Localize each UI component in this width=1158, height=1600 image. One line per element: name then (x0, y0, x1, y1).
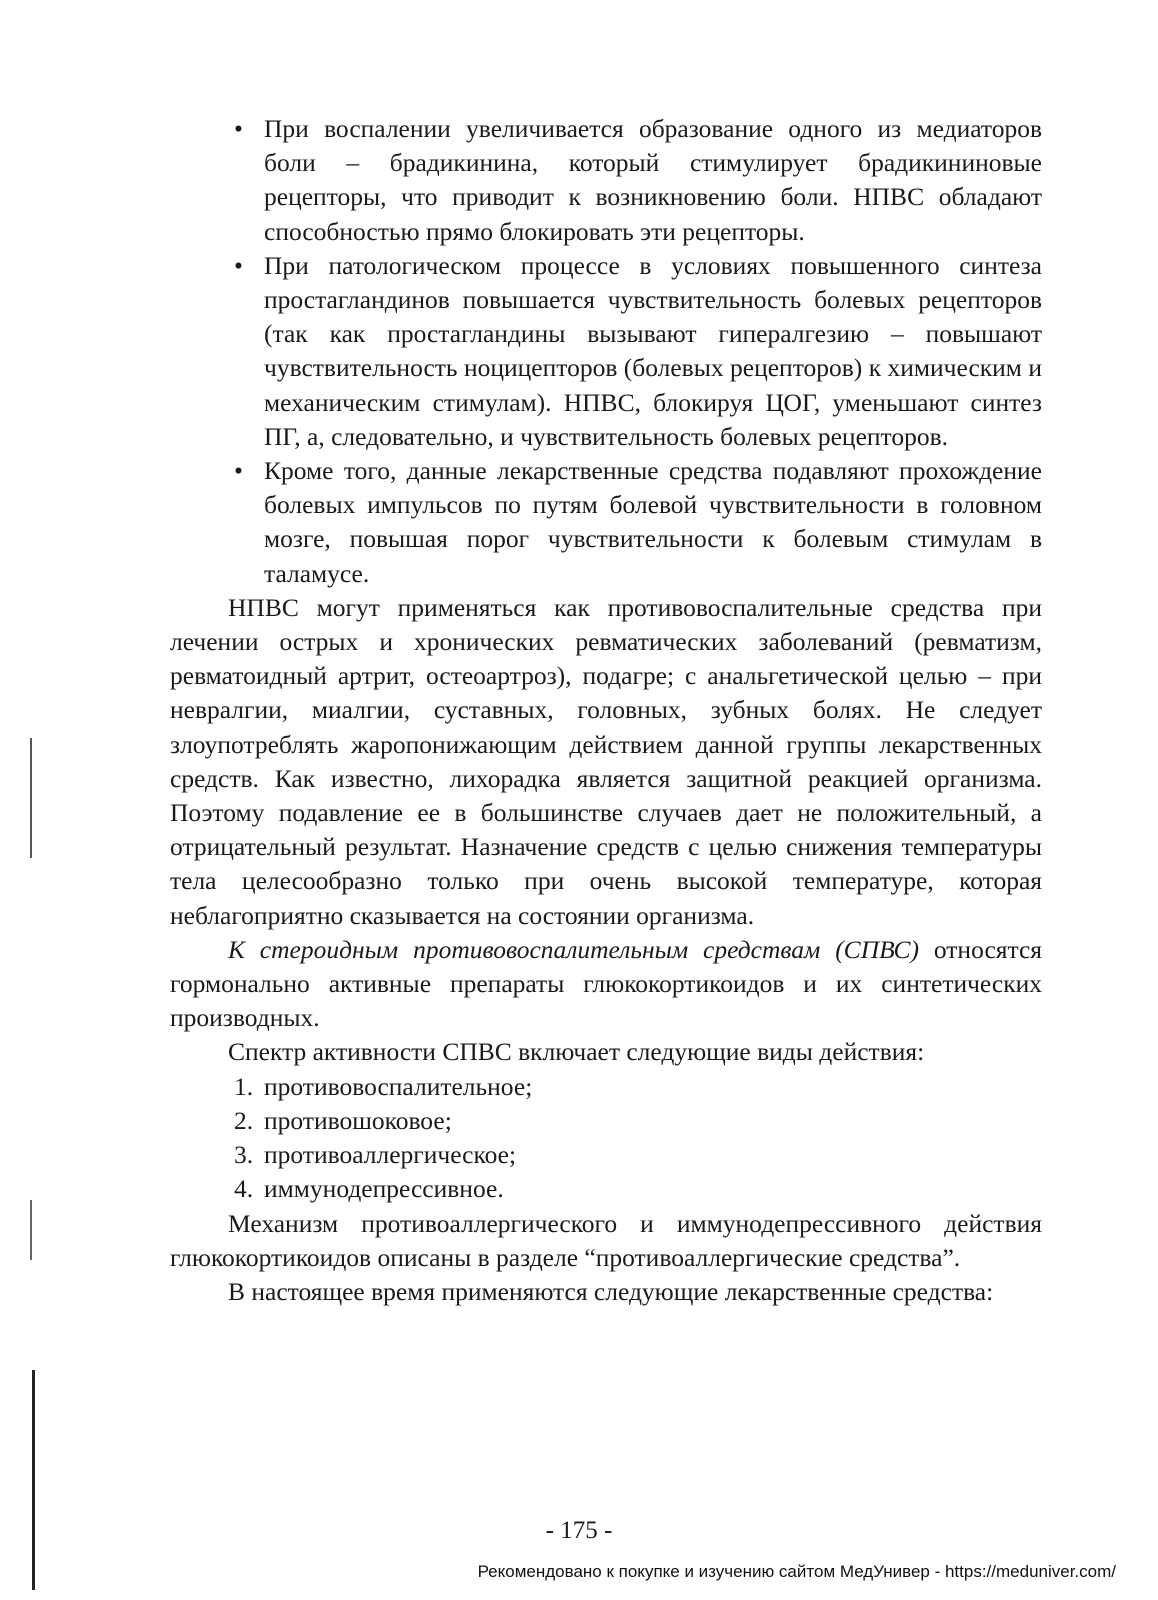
list-number: 3. (234, 1140, 254, 1170)
footer-note: Рекомендовано к покупке и изучению сайтом МедУнивер - https://meduniver.com/ (477, 1562, 1116, 1581)
list-text: противошоковое; (264, 1105, 452, 1135)
list-text: иммунодепрессивное. (264, 1174, 504, 1204)
list-number: 1. (234, 1071, 254, 1101)
paragraph-npvs-uses: НПВС могут применяться как противовоспалительные средства при лечении острых и хронических ревматических заболеваний (ревматизм, ревматоидный артрит, остеоартроз), подагре; с анальгетической целью – при невралгии, миалгии, суставных, головных, зубных болях. Не следует злоупотреблять жаропонижающим действием данной группы лекарственных средств. Как известно, лихорадка является защитной реакцией организма. Поэтому подавление ее в большинстве случаев дает не положительный, а отрицательный результат. Назначение средств с целью снижения температуры тела целесообразно только при очень высокой температуре, которая неблагоприятно сказывается на состоянии организма. (170, 592, 1042, 930)
scan-artifact (30, 738, 32, 858)
list-text: противовоспалительное; (264, 1071, 533, 1101)
bullet-list (170, 112, 1042, 591)
paragraph-spectrum-intro: Спектр активности СПВС включает следующие виды действия: (228, 1037, 925, 1067)
list-text: противоаллергическое; (264, 1140, 517, 1170)
bullet-item: • Кроме того, данные лекарственные средства подавляют прохождение болевых импульсов по путям болевой чувствительности в головном мозге, повышая порог чувствительности к болевым стимулам в таламусе. (264, 454, 1042, 591)
list-number: 4. (234, 1174, 254, 1204)
page-body (170, 112, 1042, 1309)
numbered-list (170, 1070, 1042, 1207)
list-item (234, 1104, 1042, 1138)
page-number: - 175 - (545, 1517, 613, 1544)
spvs-definition-text: относятся гормонально активные препараты глюкокортикоидов и их синтетических производных. (170, 934, 1043, 1033)
paragraph-current-drugs: В настоящее время применяются следующие лекарственные средства: (228, 1276, 994, 1306)
scan-artifact (30, 1200, 32, 1260)
scan-artifact (32, 1370, 35, 1590)
list-item (234, 1172, 1042, 1206)
paragraph-mechanism: Механизм противоаллергического и иммунодепрессивного действия глюкокортикоидов описаны в разделе “противоаллергические средства”. (170, 1208, 1042, 1272)
spvs-term: К стероидным противовоспалительным средствам (СПВС) (228, 934, 919, 964)
list-number: 2. (234, 1105, 254, 1135)
bullet-item: • При патологическом процессе в условиях повышенного синтеза простагландинов повышается чувствительность болевых рецепторов (так как простагландины вызывают гипералгезию – повышают чувствительность ноцицепторов (болевых рецепторов) к химическим и механическим стимулам). НПВС, блокируя ЦОГ, уменьшают синтез ПГ, а, следовательно, и чувствительность болевых рецепторов. (264, 249, 1042, 454)
list-item (234, 1138, 1042, 1172)
list-item (234, 1070, 1042, 1104)
paragraph-spvs-definition (170, 933, 1042, 1036)
bullet-item: • При воспалении увеличивается образование одного из медиаторов боли – брадикинина, который стимулирует брадикининовые рецепторы, что приводит к возникновению боли. НПВС обладают способностью прямо блокировать эти рецепторы. (264, 112, 1042, 249)
